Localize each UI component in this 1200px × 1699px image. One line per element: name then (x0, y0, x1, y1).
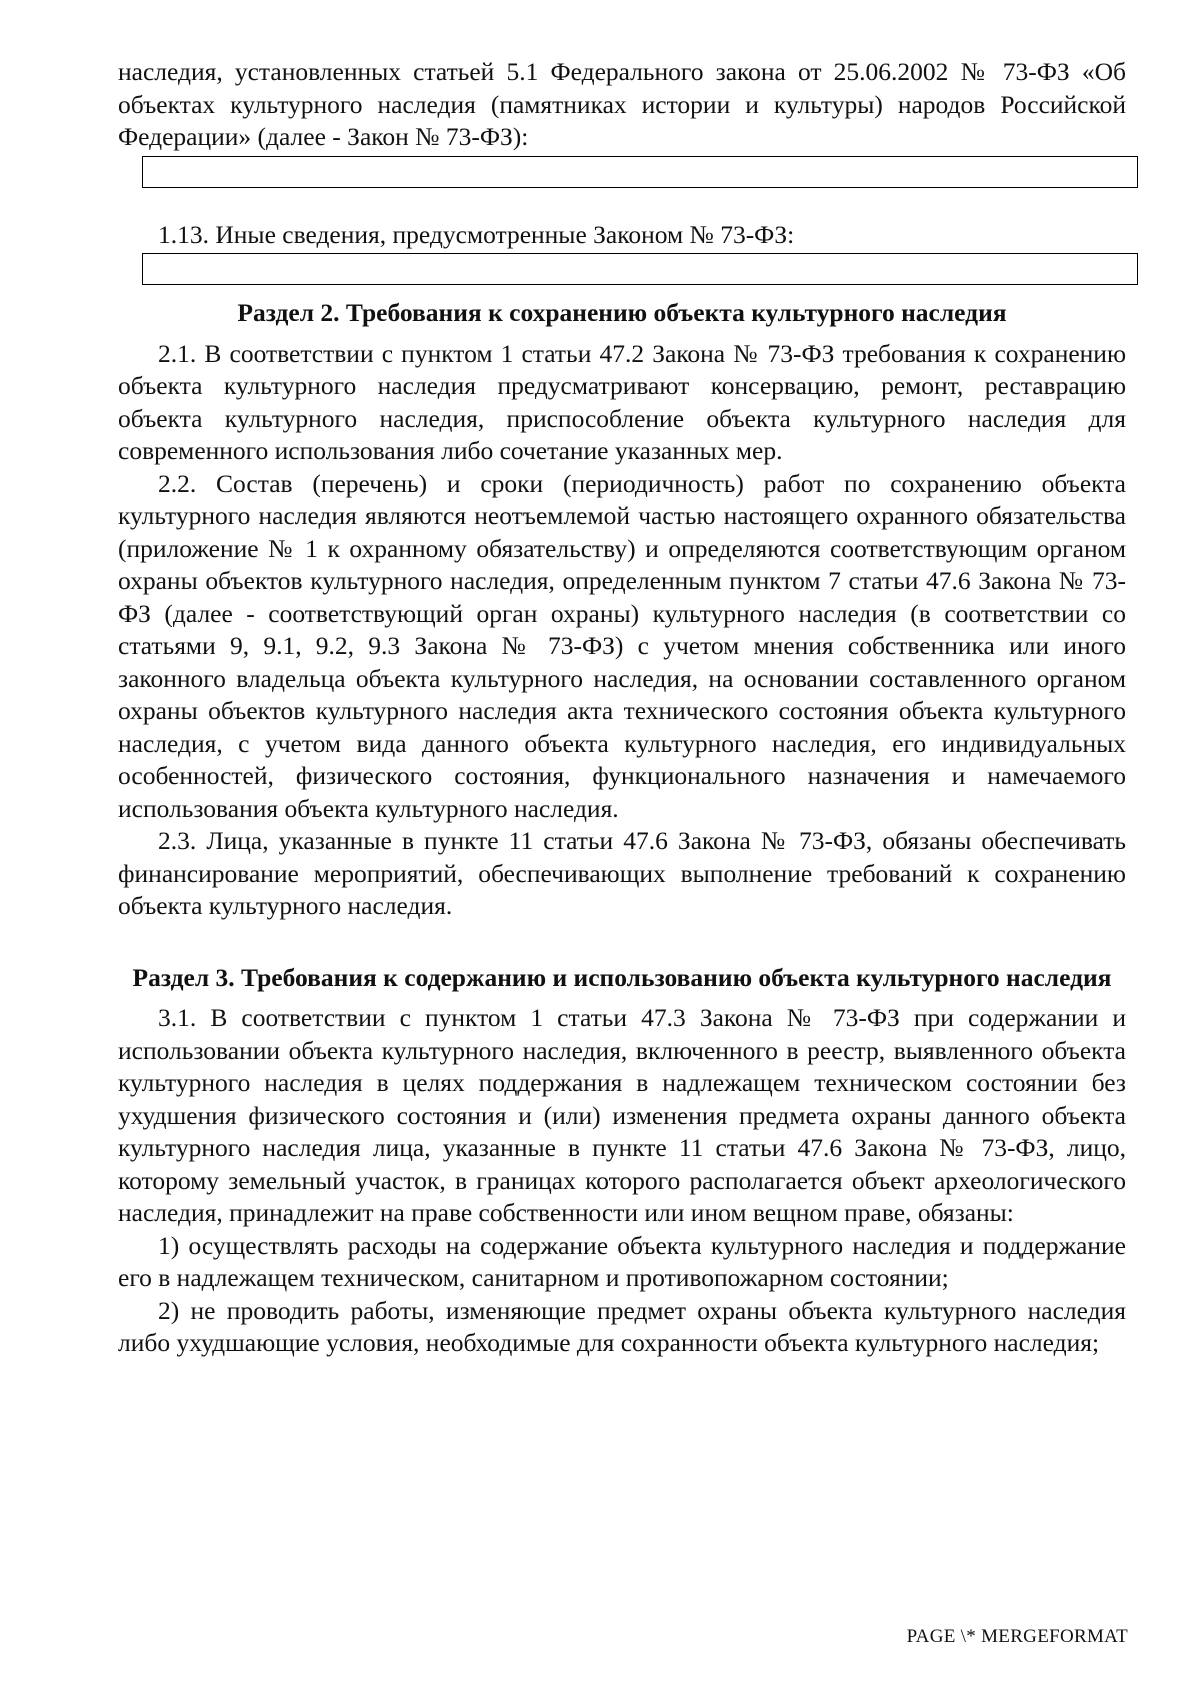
page-footer-field: PAGE \* MERGEFORMAT (906, 1626, 1128, 1647)
document-page (118, 56, 1126, 1360)
section-3-item-1: 1) осуществлять расходы на содержание объекта культурного наследия и поддержание его в надлежащем техническом, санитарном и противопожарном состоянии; (118, 1230, 1126, 1292)
item-1-13-label: 1.13. Иные сведения, предусмотренные Законом № 73-ФЗ: (158, 219, 795, 249)
section-3-item-2: 2) не проводить работы, изменяющие предмет охраны объекта культурного наследия либо ухудшающие условия, необходимые для сохранности объекта культурного наследия; (118, 1295, 1126, 1357)
section-2-paragraph-3: 2.3. Лица, указанные в пункте 11 статьи 47.6 Закона № 73-ФЗ, обязаны обеспечивать финансирование мероприятий, обеспечивающих выполнение требований к сохранению объекта культурного наследия. (118, 826, 1126, 920)
section-3-paragraph-1: 3.1. В соответствии с пунктом 1 статьи 47.3 Закона № 73-ФЗ при содержании и использовании объекта культурного наследия, включенного в реестр, выявленного объекта культурного наследия в целях поддержания в надлежащем техническом состоянии без ухудшения физического состояния и (или) изменения предмета охраны данного объекта культурного наследия лица, указанные в пункте 11 статьи 47.6 Закона № 73-ФЗ, лицо, которому земельный участок, в границах которого располагается объект археологического наследия, принадлежит на праве собственности или ином вещном праве, обязаны: (118, 1003, 1126, 1227)
field-box-other-info[interactable] (142, 253, 1138, 285)
section-2-paragraph-2: 2.2. Состав (перечень) и сроки (периодичность) работ по сохранению объекта культурного наследия являются неотъемлемой частью настоящего охранного обязательства (приложение № 1 к охранному обязательству) и определяются соответствующим органом охраны объектов культурного наследия, определенным пунктом 7 статьи 47.6 Закона № 73-ФЗ (далее - соответствующий орган охраны) культурного наследия (в соответствии со статьями 9, 9.1, 9.2, 9.3 Закона № 73-ФЗ) с учетом мнения собственника или иного законного владельца объекта культурного наследия, на основании составленного органом охраны объектов культурного наследия акта технического состояния объекта культурного наследия, с учетом вида данного объекта культурного наследия, его индивидуальных особенностей, физического состояния, функционального назначения и намечаемого использования объекта культурного наследия. (118, 468, 1126, 823)
section-2-heading: Раздел 2. Требования к сохранению объекта культурного наследия (237, 298, 1007, 327)
spacer (118, 188, 1126, 219)
section-3-heading: Раздел 3. Требования к содержанию и использованию объекта культурного наследия (132, 962, 1112, 992)
spacer (118, 923, 1126, 962)
field-box-heritage-info[interactable] (142, 156, 1138, 188)
section-2-paragraph-1: 2.1. В соответствии с пунктом 1 статьи 47.2 Закона № 73-ФЗ требования к сохранению объекта культурного наследия предусматривают консервацию, ремонт, реставрацию объекта культурного наследия, приспособление объекта культурного наследия для современного использования либо сочетание указанных мер. (118, 338, 1126, 465)
intro-paragraph: наследия, установленных статьей 5.1 Федерального закона от 25.06.2002 № 73-ФЗ «Об объектах культурного наследия (памятниках истории и культуры) народов Российской Федерации» (далее - Закон № 73-ФЗ): (118, 57, 1126, 151)
